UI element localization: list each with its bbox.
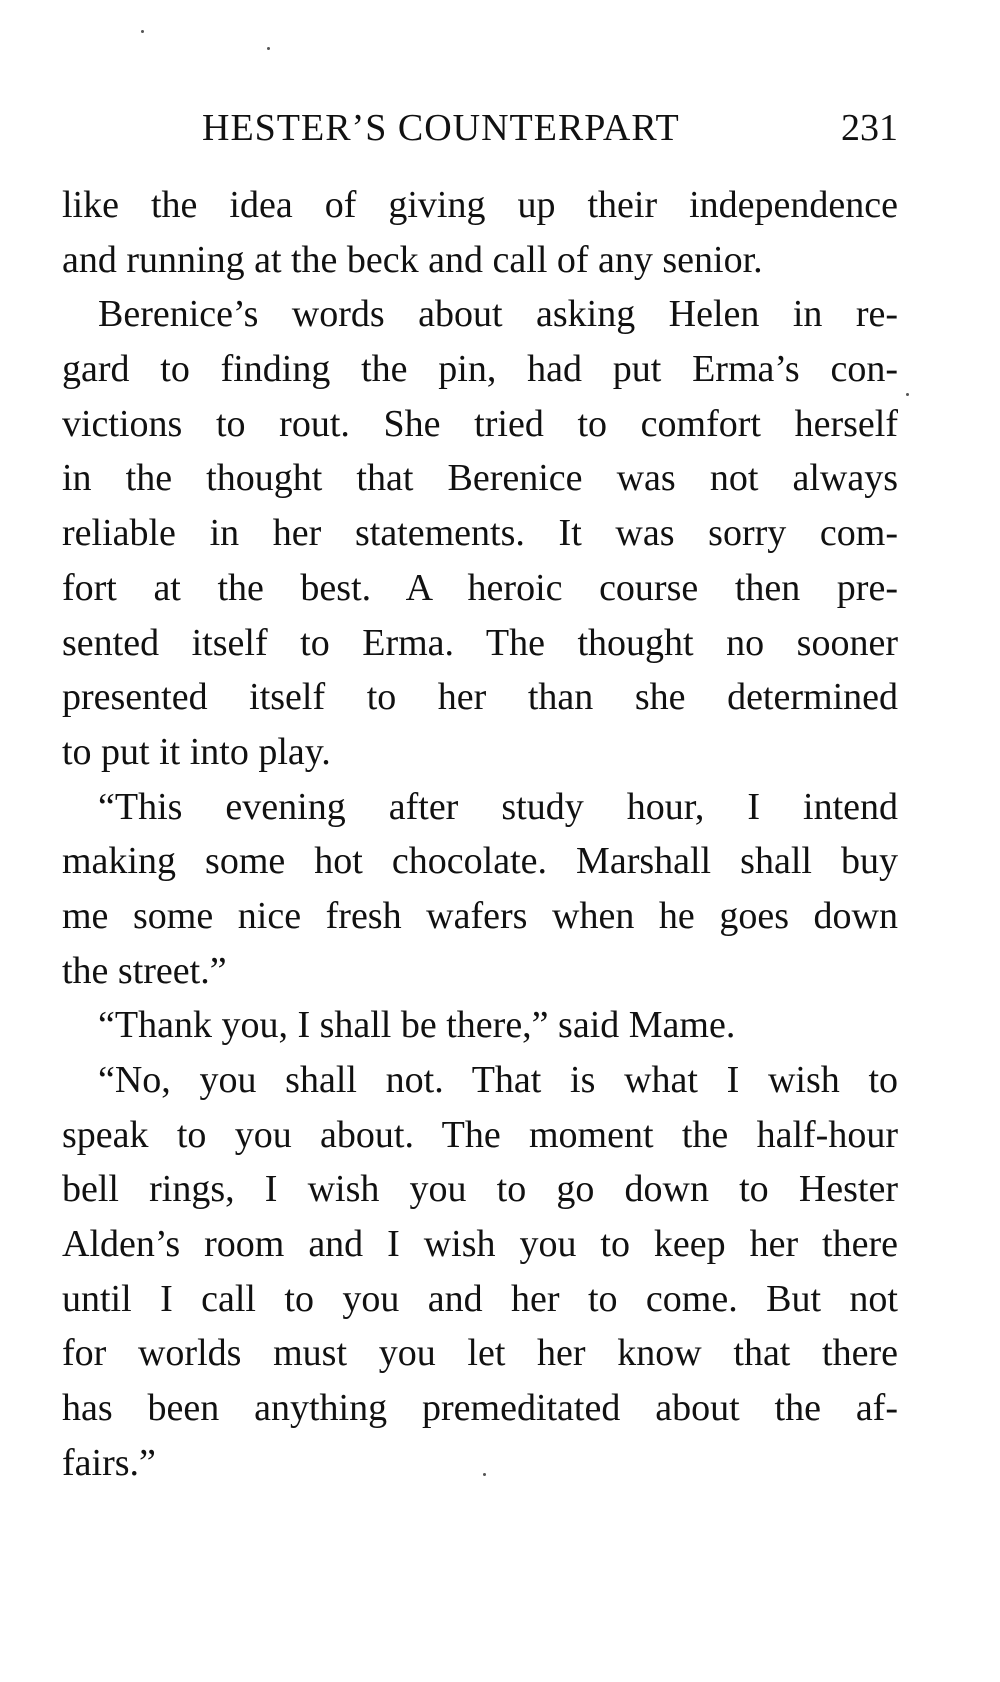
text-line: “Thank you, I shall be there,” said Mame. [98, 1004, 736, 1047]
scan-speck [906, 393, 909, 396]
text-line: making some hot chocolate. Marshall shall buy [62, 840, 898, 883]
running-head: HESTER’S COUNTERPART [202, 107, 680, 149]
text-line: me some nice fresh wafers when he goes down [62, 894, 898, 937]
paragraph [62, 287, 898, 779]
paragraph [62, 1053, 898, 1491]
text-line: reliable in her statements. It was sorry com- [62, 512, 898, 555]
text-line: sented itself to Erma. The thought no sooner [62, 621, 898, 664]
text-line: to put it into play. [62, 730, 331, 773]
paragraph [62, 998, 898, 1053]
text-line: fairs.” [62, 1441, 156, 1484]
page-number: 231 [841, 107, 898, 149]
scan-speck [267, 47, 270, 50]
text-line: until I call to you and her to come. But not [62, 1277, 898, 1320]
text-line: for worlds must you let her know that there [62, 1332, 898, 1375]
text-line: in the thought that Berenice was not always [62, 457, 898, 500]
page-header [62, 98, 898, 158]
text-line: speak to you about. The moment the half-hour [62, 1113, 898, 1156]
text-line: fort at the best. A heroic course then pre- [62, 566, 898, 609]
paragraph [62, 780, 898, 999]
text-line: bell rings, I wish you to go down to Hester [62, 1168, 898, 1211]
text-line: has been anything premeditated about the af- [62, 1387, 898, 1430]
text-line: Berenice’s words about asking Helen in re- [98, 293, 898, 336]
text-line: gard to finding the pin, had put Erma’s con- [62, 348, 898, 391]
text-line: “This evening after study hour, I intend [98, 785, 898, 828]
text-line: presented itself to her than she determined [62, 676, 898, 719]
text-line: victions to rout. She tried to comfort herself [62, 402, 898, 445]
text-line: like the idea of giving up their independence [62, 184, 898, 226]
body-text [62, 178, 898, 1491]
text-line: “No, you shall not. That is what I wish to [98, 1059, 898, 1101]
text-line: and running at the beck and call of any senior. [62, 238, 763, 281]
scan-speck [483, 1473, 486, 1476]
scan-speck [141, 30, 144, 33]
text-line: the street.” [62, 949, 227, 992]
text-line: Alden’s room and I wish you to keep her there [62, 1223, 898, 1266]
paragraph [62, 178, 898, 287]
